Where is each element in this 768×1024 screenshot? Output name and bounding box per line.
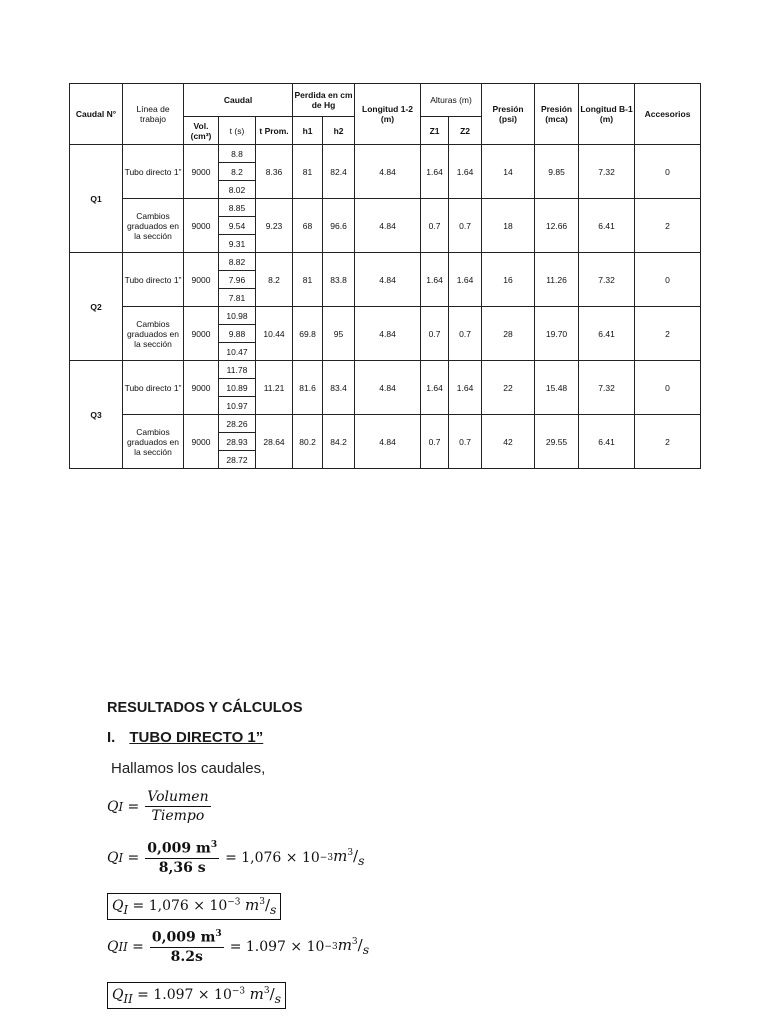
header-z1: Z1 [421, 117, 449, 145]
eq1-numerator: Volumen [147, 789, 209, 805]
psi-cell: 16 [482, 253, 535, 307]
eq2-result: = 1,076 × 10 [225, 849, 320, 866]
lb1-cell: 7.32 [579, 361, 635, 415]
time-cell: 11.78 [219, 361, 256, 379]
lb1-cell: 6.41 [579, 307, 635, 361]
eq2-denominator: 8,36 s [158, 859, 206, 876]
linea-cell: Cambios graduados en la sección [123, 307, 184, 361]
header-h2: h2 [323, 117, 355, 145]
caudal-label: Q2 [70, 253, 123, 361]
time-cell: 8.02 [219, 181, 256, 199]
psi-cell: 14 [482, 145, 535, 199]
header-longitud-b1: Longitud B-1 (m) [579, 84, 635, 145]
lb1-cell: 6.41 [579, 199, 635, 253]
vol-cell: 9000 [184, 199, 219, 253]
eq1-sub: I [118, 799, 124, 814]
table-row [70, 253, 701, 271]
results-heading: RESULTADOS Y CÁLCULOS [107, 700, 303, 716]
eq3-box: $Q_I = 1,076 \times 10^{-3}$ $m^3/_s$ [107, 893, 281, 920]
z1-cell: 1.64 [421, 145, 449, 199]
mca-cell: 15.48 [535, 361, 579, 415]
h1-cell: 68 [293, 199, 323, 253]
eq2-unit-num: m [333, 847, 348, 866]
time-cell: 8.2 [219, 163, 256, 181]
header-h1: h1 [293, 117, 323, 145]
eq3-value: = 1,076 × 10 [132, 898, 228, 914]
section-title: TUBO DIRECTO 1” [129, 729, 264, 746]
mca-cell: 29.55 [535, 415, 579, 469]
h1-cell: 81.6 [293, 361, 323, 415]
time-cell: 28.93 [219, 433, 256, 451]
psi-cell: 42 [482, 415, 535, 469]
header-caudal: Caudal [184, 84, 293, 117]
linea-cell: Tubo directo 1” [123, 361, 184, 415]
equation-q2-result [107, 982, 286, 1009]
acc-cell: 0 [635, 253, 701, 307]
acc-cell: 2 [635, 415, 701, 469]
eq3-unit-num: m [245, 896, 260, 914]
lb1-cell: 7.32 [579, 253, 635, 307]
eq4-unit-num: m [337, 936, 352, 955]
t-prom-cell: 28.64 [256, 415, 293, 469]
lb1-cell: 7.32 [579, 145, 635, 199]
longitud-cell: 4.84 [355, 361, 421, 415]
eq2-unit-exp: 3 [347, 848, 354, 859]
h1-cell: 81 [293, 253, 323, 307]
time-cell: 10.97 [219, 397, 256, 415]
eq5-sub: II [123, 991, 133, 1006]
acc-cell: 2 [635, 307, 701, 361]
header-alturas: Alturas (m) [421, 84, 482, 117]
acc-cell: 2 [635, 199, 701, 253]
z1-cell: 0.7 [421, 415, 449, 469]
z2-cell: 0.7 [449, 415, 482, 469]
z1-cell: 0.7 [421, 199, 449, 253]
longitud-cell: 4.84 [355, 199, 421, 253]
table-row [70, 307, 701, 325]
z2-cell: 0.7 [449, 199, 482, 253]
time-cell: 10.47 [219, 343, 256, 361]
eq4-fraction [150, 929, 224, 965]
table-row [70, 415, 701, 433]
table-row [70, 145, 701, 163]
vol-cell: 9000 [184, 415, 219, 469]
header-t-prom: t Prom. [256, 117, 293, 145]
eq3-exp: −3 [227, 897, 241, 908]
time-cell: 9.31 [219, 235, 256, 253]
equation-caudal-definition: Q I = $\frac{\text{Volumen}}{\text{Tiempo}}$ [107, 789, 209, 824]
linea-cell: Tubo directo 1” [123, 253, 184, 307]
h2-cell: 82.4 [323, 145, 355, 199]
eq2-sub: I [118, 850, 124, 865]
eq4-unit-exp: 3 [351, 937, 358, 948]
linea-cell: Cambios graduados en la sección [123, 199, 184, 253]
z1-cell: 1.64 [421, 361, 449, 415]
time-cell: 10.98 [219, 307, 256, 325]
vol-cell: 9000 [184, 361, 219, 415]
acc-cell: 0 [635, 361, 701, 415]
h2-cell: 83.8 [323, 253, 355, 307]
z2-cell: 0.7 [449, 307, 482, 361]
eq5-unit-num: m [249, 985, 264, 1003]
eq1-fraction [145, 789, 210, 824]
header-caudal-n: Caudal N° [70, 84, 123, 145]
time-cell: 7.81 [219, 289, 256, 307]
z1-cell: 0.7 [421, 307, 449, 361]
time-cell: 10.89 [219, 379, 256, 397]
time-cell: 28.72 [219, 451, 256, 469]
eq1-denominator: Tiempo [151, 808, 205, 824]
t-prom-cell: 8.2 [256, 253, 293, 307]
header-t: t (s) [219, 117, 256, 145]
intro-text: Hallamos los caudales, [111, 760, 266, 777]
psi-cell: 18 [482, 199, 535, 253]
header-presion-mca: Presión (mca) [535, 84, 579, 145]
lb1-cell: 6.41 [579, 415, 635, 469]
header-linea: Línea de trabajo [123, 84, 184, 145]
vol-cell: 9000 [184, 307, 219, 361]
eq1-lhs: Q [107, 798, 119, 815]
mca-cell: 9.85 [535, 145, 579, 199]
table-body [70, 145, 701, 469]
time-cell: 28.26 [219, 415, 256, 433]
longitud-cell: 4.84 [355, 253, 421, 307]
h1-cell: 81 [293, 145, 323, 199]
eq4-num-exp: 3 [215, 929, 222, 939]
eq3-unit-exp: 3 [259, 897, 265, 907]
longitud-cell: 4.84 [355, 307, 421, 361]
eq2-exp: −3 [319, 852, 334, 863]
eq3-sub: I [123, 902, 129, 917]
eq2-fraction [145, 840, 219, 876]
eq3-lhs: Q [112, 898, 124, 914]
h1-cell: 80.2 [293, 415, 323, 469]
acc-cell: 0 [635, 145, 701, 199]
h2-cell: 96.6 [323, 199, 355, 253]
data-table [69, 83, 701, 469]
eq3-unit-den: s [270, 902, 277, 917]
header-longitud12: Longitud 1-2 (m) [355, 84, 421, 145]
t-prom-cell: 11.21 [256, 361, 293, 415]
eq4-exp: −3 [324, 941, 338, 952]
longitud-cell: 4.84 [355, 145, 421, 199]
equation-q1-calc: Q I = $\frac{0,009 m^3}{8,36 s}$ = 1,076 × 10 −3 $m^3/_s$ [107, 840, 365, 876]
longitud-cell: 4.84 [355, 415, 421, 469]
mca-cell: 11.26 [535, 253, 579, 307]
equation-q2-calc: Q II = $\frac{0,009 m^3}{8.2s}$ = 1.097 × 10 −3 $m^3/_s$ [107, 929, 370, 965]
eq4-unit-den: s [362, 942, 370, 958]
vol-cell: 9000 [184, 145, 219, 199]
t-prom-cell: 10.44 [256, 307, 293, 361]
time-cell: 8.82 [219, 253, 256, 271]
caudal-label: Q3 [70, 361, 123, 469]
eq2-num-exp: 3 [210, 840, 218, 850]
table-row [70, 361, 701, 379]
z2-cell: 1.64 [449, 361, 482, 415]
section-heading [107, 729, 263, 746]
eq5-lhs: Q [112, 987, 124, 1003]
eq5-box: $Q_{II} = 1.097 \times 10^{-3}$ $m^3/_s$ [107, 982, 286, 1009]
section-number: I. [107, 729, 116, 746]
header-accesorios: Accesorios [635, 84, 701, 145]
h2-cell: 83.4 [323, 361, 355, 415]
header-z2: Z2 [449, 117, 482, 145]
z2-cell: 1.64 [449, 253, 482, 307]
t-prom-cell: 9.23 [256, 199, 293, 253]
t-prom-cell: 8.36 [256, 145, 293, 199]
time-cell: 9.54 [219, 217, 256, 235]
linea-cell: Cambios graduados en la sección [123, 415, 184, 469]
header-vol: Vol. (cm³) [184, 117, 219, 145]
time-cell: 8.85 [219, 199, 256, 217]
z1-cell: 1.64 [421, 253, 449, 307]
eq5-unit-den: s [274, 991, 282, 1006]
eq4-sub: II [118, 939, 128, 954]
h1-cell: 69.8 [293, 307, 323, 361]
z2-cell: 1.64 [449, 145, 482, 199]
eq2-lhs: Q [107, 849, 119, 866]
eq4-lhs: Q [107, 938, 119, 955]
linea-cell: Tubo directo 1” [123, 145, 184, 199]
eq2-numerator: 0,009 m [147, 840, 211, 857]
eq2-unit-den: s [358, 853, 365, 869]
eq4-numerator: 0,009 m [151, 929, 216, 946]
caudal-label: Q1 [70, 145, 123, 253]
header-perdida: Perdida en cm de Hg [293, 84, 355, 117]
eq4-result: = 1.097 × 10 [229, 938, 325, 955]
header-presion-psi: Presión (psi) [482, 84, 535, 145]
psi-cell: 28 [482, 307, 535, 361]
mca-cell: 19.70 [535, 307, 579, 361]
eq4-denominator: 8.2s [170, 948, 203, 965]
vol-cell: 9000 [184, 253, 219, 307]
equation-q1-result [107, 893, 281, 920]
time-cell: 9.88 [219, 325, 256, 343]
eq5-unit-exp: 3 [263, 986, 270, 996]
h2-cell: 95 [323, 307, 355, 361]
h2-cell: 84.2 [323, 415, 355, 469]
eq5-exp: −3 [231, 986, 246, 997]
eq5-value: = 1.097 × 10 [137, 987, 232, 1003]
psi-cell: 22 [482, 361, 535, 415]
table-row [70, 199, 701, 217]
time-cell: 7.96 [219, 271, 256, 289]
time-cell: 8.8 [219, 145, 256, 163]
mca-cell: 12.66 [535, 199, 579, 253]
